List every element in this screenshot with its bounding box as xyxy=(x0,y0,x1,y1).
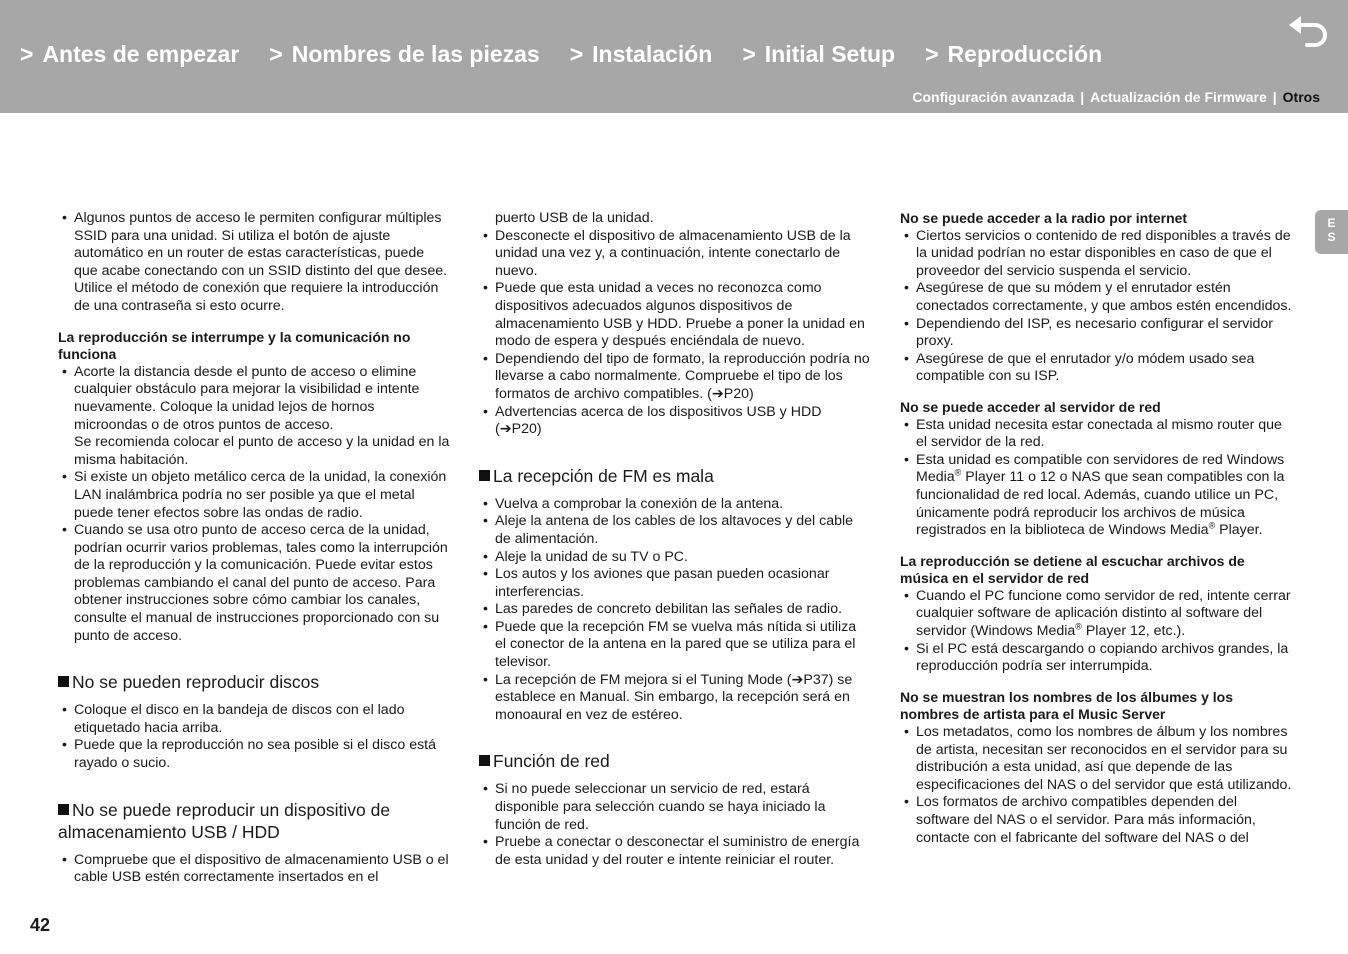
chevron-right-icon: > xyxy=(925,41,939,67)
subheading: No se puede acceder a la radio por internet xyxy=(900,210,1188,226)
chevron-right-icon: > xyxy=(20,41,34,67)
list-item-continuation: puerto USB de la unidad. xyxy=(495,210,654,226)
language-tab xyxy=(1315,210,1348,254)
nav-label: Instalación xyxy=(592,41,713,67)
list-item: • Los formatos de archivo compatibles dependen del software del NAS o el servidor. Para más información, contacte con el fabricante del software del NAS o del xyxy=(900,794,1292,847)
sub-nav xyxy=(912,89,1320,105)
chevron-right-icon: > xyxy=(569,41,584,67)
nav-label: Antes de empezar xyxy=(42,41,240,67)
text-run: Player 11 o 12 o NAS que sean compatibles con la funcionalidad de red local. Además, cuando utilice un PC, únicamente podrá reproducir los archivos de música registrados en la biblioteca de Windows Media xyxy=(916,469,1285,539)
registered-mark: ® xyxy=(954,467,962,478)
list-item: • Si no puede seleccionar un servicio de red, estará disponible para selección cuando se haya iniciado la función de red. xyxy=(479,781,871,834)
page-number: 42 xyxy=(30,915,51,935)
list-item: • Dependiendo del tipo de formato, la reproducción podría no llevarse a cabo normalmente. Compruebe el tipo de los formatos de archivo compatibles. (➔P20) xyxy=(479,351,871,404)
list-item: • Si existe un objeto metálico cerca de la unidad, la conexión LAN inalámbrica podría no ser posible ya que el metal puede tener efectos sobre las ondas de radio. xyxy=(58,469,450,522)
nav-reproduccion[interactable] xyxy=(925,38,1102,70)
registered-mark: ® xyxy=(1075,621,1082,632)
list-item: • Compruebe que el dispositivo de almacenamiento USB o el cable USB estén correctamente insertados en el xyxy=(58,852,450,887)
subnav-separator: | xyxy=(1080,89,1085,105)
subnav-otros[interactable]: Otros xyxy=(1282,89,1320,105)
return-arrow-icon xyxy=(1285,13,1331,53)
subheading: No se puede acceder al servidor de red xyxy=(900,398,1161,415)
list-item: • Si el PC está descargando o copiando archivos grandes, la reproducción podría ser interrumpida. xyxy=(900,641,1292,676)
list-item: • Los metadatos, como los nombres de álbum y los nombres de artista, necesitan ser reconocidos en el servidor para su distribución a esta unidad, así que depende de las especificaciones del NAS o del servidor que está utilizando. xyxy=(900,724,1292,794)
list-item xyxy=(900,588,1292,641)
column-1 xyxy=(58,210,450,887)
registered-mark: ® xyxy=(1208,520,1216,531)
nav-label: Initial Setup xyxy=(764,41,896,67)
list-item: • Esta unidad necesita estar conectada al mismo router que el servidor de la red. xyxy=(900,417,1292,452)
text-run: Player. xyxy=(1215,522,1263,539)
list-item: • Coloque el disco en la bandeja de discos con el lado etiquetado hacia arriba. xyxy=(58,702,450,737)
list-item: • Dependiendo del ISP, es necesario configurar el servidor proxy. xyxy=(900,316,1292,351)
nav-nombres-de-las-piezas[interactable] xyxy=(269,38,539,70)
list-item: • Acorte la distancia desde el punto de acceso o elimine cualquier obstáculo para mejorar la visibilidad e intente nuevamente. Coloque la unidad lejos de hornos microondas o de otros puntos de acceso. xyxy=(58,364,450,434)
square-bullet-icon xyxy=(58,804,69,815)
text-run: Player 12, etc.). xyxy=(1081,623,1186,640)
column-2 xyxy=(479,210,871,869)
list-item: • Pruebe a conectar o desconectar el suministro de energía de esta unidad y del router e intente reiniciar el router. xyxy=(479,834,871,869)
list-item-continuation: Se recomienda colocar el punto de acceso y la unidad en la misma habitación. xyxy=(74,434,450,468)
section-title: Función de red xyxy=(493,751,610,772)
chevron-right-icon: > xyxy=(269,41,283,67)
square-bullet-icon xyxy=(479,470,490,481)
text-run: Cuando el PC funcione como servidor de red, intente cerrar cualquier software de aplicación distinto al software del servidor (Windows Media xyxy=(916,587,1291,640)
square-bullet-icon xyxy=(58,676,69,687)
lang-letter: S xyxy=(1327,230,1336,244)
list-item: • Aleje la antena de los cables de los altavoces y del cable de alimentación. xyxy=(479,513,871,548)
list-item: • Puede que la recepción FM se vuelva más nítida si utiliza el conector de la antena en la pared que se utiliza para el televisor. xyxy=(479,619,871,672)
square-bullet-icon xyxy=(479,755,490,766)
text-run: Esta unidad es compatible con servidores de red Windows Media xyxy=(916,451,1285,486)
subheading: No se muestran los nombres de los álbumes y los nombres de artista para el Music Server xyxy=(900,688,1233,723)
subnav-actualizacion-firmware[interactable]: Actualización de Firmware xyxy=(1090,89,1267,105)
list-item: • Los autos y los aviones que pasan pueden ocasionar interferencias. xyxy=(479,566,871,601)
list-item: • Advertencias acerca de los dispositivos USB y HDD (➔P20) xyxy=(479,404,871,439)
section-heading xyxy=(479,750,871,772)
back-button[interactable] xyxy=(1285,13,1331,53)
top-nav xyxy=(20,38,1102,70)
list-item: • Algunos puntos de acceso le permiten configurar múltiples SSID para una unidad. Si utiliza el botón de ajuste automático en un router de estas características, puede que acabe conectando con un SSID distinto del que desee. Utilice el método de conexión que requiere la introducción de una contraseña si esto ocurre. xyxy=(58,210,450,316)
section-title: No se pueden reproducir discos xyxy=(72,672,320,693)
section-title: No se puede reproducir un dispositivo de almacenamiento USB / HDD xyxy=(58,799,391,842)
subnav-separator: | xyxy=(1272,89,1277,105)
lang-letter: E xyxy=(1327,216,1336,230)
list-item: • Aleje la unidad de su TV o PC. xyxy=(479,549,871,567)
list-item: • Las paredes de concreto debilitan las señales de radio. xyxy=(479,601,871,619)
list-item: • Asegúrese de que el enrutador y/o módem usado sea compatible con su ISP. xyxy=(900,351,1292,386)
nav-label: Nombres de las piezas xyxy=(291,41,540,67)
subheading: La reproducción se interrumpe y la comunicación no funciona xyxy=(58,328,411,363)
list-item: • Cuando se usa otro punto de acceso cerca de la unidad, podrían ocurrir varios problemas, tales como la interrupción de la reproducción y la comunicación. Puede evitar estos problemas cambiando el canal del punto de acceso. Para obtener instrucciones sobre cómo cambiar los canales, consulte el manual de instrucciones proporcionado con su punto de acceso. xyxy=(58,522,450,645)
list-item: • Asegúrese de que su módem y el enrutador estén conectados correctamente, y que ambos estén encendidos. xyxy=(900,280,1292,315)
list-item: • Puede que esta unidad a veces no reconozca como dispositivos adecuados algunos dispositivos de almacenamiento USB y HDD. Pruebe a poner la unidad en modo de espera y después enciéndala de nuevo. xyxy=(479,280,871,350)
nav-initial-setup[interactable] xyxy=(742,38,895,70)
subheading: La reproducción se detiene al escuchar archivos de música en el servidor de red xyxy=(900,552,1245,587)
list-item xyxy=(900,452,1292,540)
list-item: • Vuelva a comprobar la conexión de la antena. xyxy=(479,496,871,514)
header-bar xyxy=(0,0,1348,113)
column-3 xyxy=(900,210,1292,847)
section-heading xyxy=(58,799,450,843)
subnav-configuracion-avanzada[interactable]: Configuración avanzada xyxy=(912,89,1075,105)
section-heading xyxy=(58,671,450,693)
list-item: • Desconecte el dispositivo de almacenamiento USB de la unidad una vez y, a continuación, intente conectarlo de nuevo. xyxy=(479,228,871,281)
nav-antes-de-empezar[interactable] xyxy=(20,38,239,70)
section-title: La recepción de FM es mala xyxy=(493,465,714,486)
list-item: • La recepción de FM mejora si el Tuning Mode (➔P37) se establece en Manual. Sin embargo, la recepción será en monoaural en vez de estéreo. xyxy=(479,672,871,725)
list-item: • Puede que la reproducción no sea posible si el disco está rayado o sucio. xyxy=(58,737,450,772)
nav-instalacion[interactable] xyxy=(570,38,713,70)
section-heading xyxy=(479,465,871,487)
nav-label: Reproducción xyxy=(947,41,1103,67)
list-item: • Ciertos servicios o contenido de red disponibles a través de la unidad podrían no estar disponibles en caso de que el proveedor del servicio suspenda el servicio. xyxy=(900,228,1292,281)
chevron-right-icon: > xyxy=(742,41,756,67)
